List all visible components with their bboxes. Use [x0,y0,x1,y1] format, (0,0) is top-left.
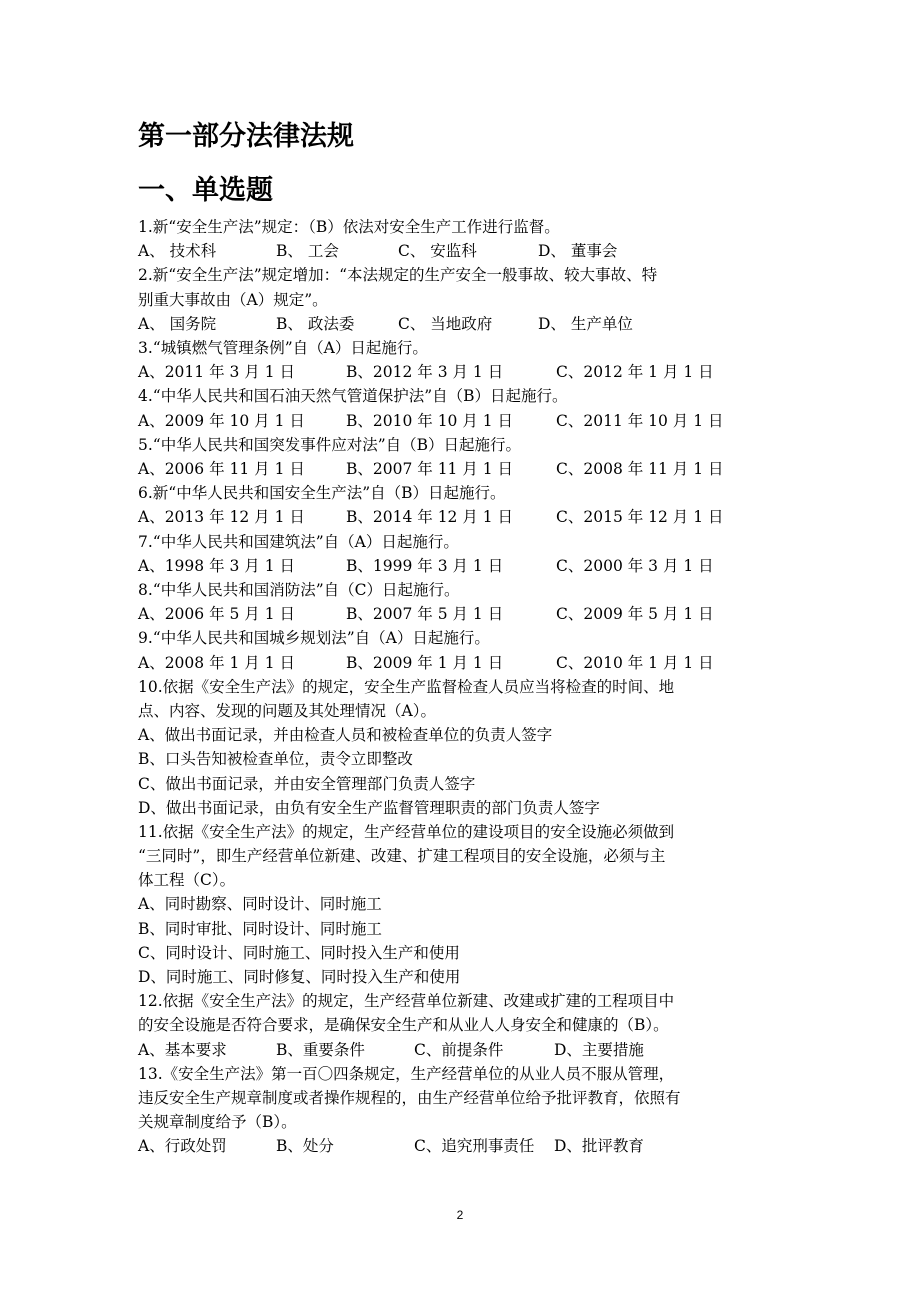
answer-option: A、 国务院 [138,314,217,333]
page-number: 2 [456,1208,464,1222]
options-row [138,312,788,336]
question-text: 6.新“中华人民共和国安全生产法”自（B）日起施行。 [138,484,506,503]
answer-option: C、做出书面记录，并由安全管理部门负责人签字 [138,774,476,793]
answer-option: A、 技术科 [138,242,217,261]
question-text: 13.《安全生产法》第一百〇四条规定，生产经营单位的从业人员不服从管理， [138,1064,675,1083]
answer-option: A、2006 年 5 月 1 日 [138,605,295,624]
question-item [138,1062,788,1159]
question-text: 9.“中华人民共和国城乡规划法”自（A）日起施行。 [138,629,490,648]
question-text: 点、内容、发现的问题及其处理情况（A）。 [138,701,436,720]
answer-option: C、 当地政府 [398,314,493,333]
question-item [138,384,788,432]
answer-option: C、同时设计、同时施工、同时投入生产和使用 [138,943,460,962]
question-item [138,675,788,820]
answer-option: B、2012 年 3 月 1 日 [346,363,504,382]
question-item [138,578,788,626]
question-item [138,481,788,529]
question-text: 7.“中华人民共和国建筑法”自（A）日起施行。 [138,532,459,551]
answer-option: B、口头告知被检查单位，责令立即整改 [138,750,413,769]
answer-option: B、 工会 [276,242,339,261]
answer-option: C、2012 年 1 月 1 日 [556,363,714,382]
answer-option: C、2015 年 12 月 1 日 [556,508,724,527]
question-text: 11.依据《安全生产法》的规定，生产经营单位的建设项目的安全设施必须做到 [138,822,675,841]
options-row [138,1038,788,1062]
answer-option: D、 董事会 [538,242,618,261]
answer-option: A、2006 年 11 月 1 日 [138,459,305,478]
question-item [138,263,788,336]
answer-option: C、2009 年 5 月 1 日 [556,605,714,624]
question-text: 关规章制度给予（B）。 [138,1113,297,1132]
question-text: 违反安全生产规章制度或者操作规程的，由生产经营单位给予批评教育，依照有 [138,1089,681,1108]
question-list [138,215,788,1159]
question-text: 10.依据《安全生产法》的规定，安全生产监督检查人员应当将检查的时间、地 [138,677,675,696]
options-row [138,651,788,675]
question-text: 8.“中华人民共和国消防法”自（C）日起施行。 [138,580,460,599]
options-row [138,505,788,529]
question-item [138,820,788,989]
options-row [138,602,788,626]
answer-option: A、基本要求 [138,1040,227,1059]
answer-option: B、重要条件 [276,1040,365,1059]
answer-option: B、2007 年 11 月 1 日 [346,459,514,478]
answer-option: B、2010 年 10 月 1 日 [346,411,514,430]
answer-option: C、2000 年 3 月 1 日 [556,556,714,575]
question-item [138,336,788,384]
answer-option: A、2013 年 12 月 1 日 [138,508,305,527]
question-text: 1.新“安全生产法”规定：（B）依法对安全生产工作进行监督。 [138,218,560,236]
options-row [138,554,788,578]
answer-option: C、2008 年 11 月 1 日 [556,459,724,478]
answer-option: C、2011 年 10 月 1 日 [556,411,724,430]
answer-option: D、批评教育 [554,1137,644,1156]
question-item [138,989,788,1062]
options-row [138,1134,788,1158]
answer-option: C、前提条件 [414,1040,504,1059]
page-content [138,115,788,1159]
question-text: 体工程（C）。 [138,871,236,890]
part-heading: 第一部分法律法规 [138,121,354,152]
answer-option: A、2009 年 10 月 1 日 [138,411,305,430]
answer-option: B、2014 年 12 月 1 日 [346,508,514,527]
answer-option: A、1998 年 3 月 1 日 [138,556,295,575]
question-item [138,530,788,578]
question-text: 的安全设施是否符合要求，是确保安全生产和从业人人身安全和健康的（B）。 [138,1016,669,1035]
answer-option: B、 政法委 [276,314,355,333]
answer-option: C、追究刑事责任 [414,1137,535,1156]
question-text: 5.“中华人民共和国突发事件应对法”自（B）日起施行。 [138,435,522,454]
question-text: 别重大事故由（A）规定”。 [138,290,328,309]
options-row [138,457,788,481]
answer-option: D、 生产单位 [538,314,633,333]
answer-option: A、2011 年 3 月 1 日 [138,363,295,382]
section-title: 一、单选题 [138,175,273,206]
question-item [138,215,788,263]
answer-option: B、2007 年 5 月 1 日 [346,605,504,624]
answer-option: A、做出书面记录，并由检查人员和被检查单位的负责人签字 [138,726,553,745]
answer-option: D、主要措施 [554,1040,644,1059]
answer-option: A、2008 年 1 月 1 日 [138,653,295,672]
answer-option: D、做出书面记录，由负有安全生产监督管理职责的部门负责人签字 [138,798,600,817]
question-text: 3.“城镇燃气管理条例”自（A）日起施行。 [138,338,428,357]
answer-option: C、2010 年 1 月 1 日 [556,653,714,672]
answer-option: C、 安监科 [398,242,477,261]
question-item [138,626,788,674]
answer-option: D、同时施工、同时修复、同时投入生产和使用 [138,968,461,987]
question-text: 4.“中华人民共和国石油天然气管道保护法”自（B）日起施行。 [138,387,568,406]
options-row [138,360,788,384]
answer-option: A、同时勘察、同时设计、同时施工 [138,895,382,914]
options-row [138,409,788,433]
question-text: “三同时”，即生产经营单位新建、改建、扩建工程项目的安全设施，必须与主 [138,847,666,866]
question-text: 2.新“安全生产法”规定增加：“本法规定的生产安全一般事故、较大事故、特 [138,266,658,285]
answer-option: B、同时审批、同时设计、同时施工 [138,919,382,938]
answer-option: B、2009 年 1 月 1 日 [346,653,504,672]
answer-option: B、处分 [276,1137,334,1156]
question-text: 12.依据《安全生产法》的规定，生产经营单位新建、改建或扩建的工程项目中 [138,992,675,1011]
answer-option: B、1999 年 3 月 1 日 [346,556,504,575]
options-row [138,239,788,263]
question-item [138,433,788,481]
answer-option: A、行政处罚 [138,1137,227,1156]
